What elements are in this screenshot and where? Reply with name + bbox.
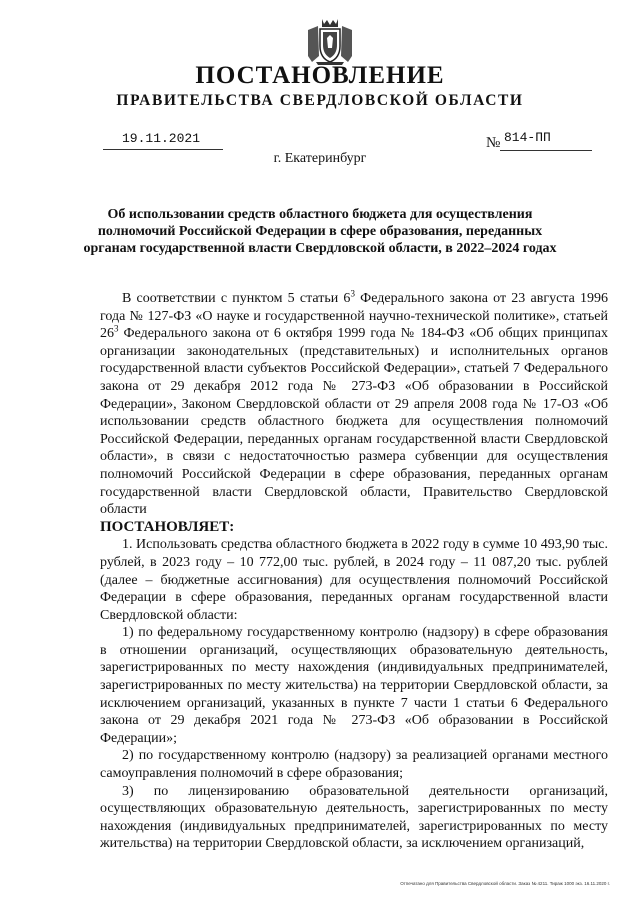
- sverdlovsk-coat-of-arms-icon: [304, 16, 356, 66]
- decree-heading: ПОСТАНОВЛЯЕТ:: [100, 518, 235, 535]
- date-underline: [103, 149, 223, 150]
- preamble-text: В соответствии с пунктом 5 статьи 6: [122, 291, 351, 306]
- preamble-text: Федерального закона от 23 августа 1996 года № 127-ФЗ «О науке и государственной научно-технической политике», статьей 26: [100, 291, 609, 342]
- clause-1: 1. Использовать средства областного бюджета в 2022 году в сумме 10 493,90 тыс. рублей, в 2023 году – 10 772,00 тыс. рублей, в 2024 году – 11 087,20 тыс. рублей (далее – бюджетные ассигнования) для осуществления полномочий Российской Федерации в сфере образования, переданных органам государственной власти Свердловской области:: [100, 537, 608, 623]
- document-title: Об использовании средств областного бюджета для осуществления полномочий Российской Федерации в сфере образования, переданных органам государственной власти Свердловской области, в 2022–2024 годах: [83, 207, 557, 256]
- issuing-authority: ПРАВИТЕЛЬСТВА СВЕРДЛОВСКОЙ ОБЛАСТИ: [116, 92, 524, 109]
- document-date: 19.11.2021: [122, 131, 201, 146]
- preamble-paragraph: [100, 290, 608, 519]
- superscript: 3: [350, 288, 355, 299]
- clause-1-subitem-1: 1) по федеральному государственному контролю (надзору) в сфере образования в отношении организаций, осуществляющих образовательную деятельность, зарегистрированных по месту нахождения (индивидуальных предпринимателей, зарегистрированных по месту жительства) на территории Свердловской области, за исключением организаций, указанных в пункте 7 части 1 статьи 6 Федерального закона от 29 декабря 2021 года № 273-ФЗ «Об образовании в Российской Федерации»;: [100, 625, 608, 746]
- clause-1-subitem-3: 3) по лицензированию образовательной деятельности организаций, осуществляющих образовательную деятельность, зарегистрированных по месту нахождения (индивидуальных предпринимателей, зарегистрированных по месту жительства) на территории Свердловской области, за исключением организаций,: [100, 783, 608, 852]
- print-footer: Отпечатано для Правительства Свердловской области. Заказ № 4211. Тираж 1000 экз. 16.11.2020 г.: [400, 881, 610, 886]
- document-number: 814-ПП: [504, 130, 551, 145]
- clause-1-subitem-2: 2) по государственному контролю (надзору) за реализацией органами местного самоуправления полномочий в сфере образования;: [100, 748, 608, 782]
- number-label: №: [486, 135, 501, 151]
- superscript: 3: [114, 323, 119, 334]
- document-body: [100, 290, 608, 853]
- city: г. Екатеринбург: [273, 151, 367, 166]
- preamble-text: Федерального закона от 6 октября 1999 года № 184-ФЗ «Об общих принципах организации законодательных (представительных) и исполнительных органов государственной власти субъектов Российской Федерации», статьей 7 Федерального закона от 29 декабря 2012 года № 273-ФЗ «Об образовании в Российской Федерации», Законом Свердловской области от 29 апреля 2008 года № 17-ОЗ «Об использовании средств областного бюджета для осуществления полномочий Российской Федерации, переданных органам государственной власти Свердловской области», в связи с недостаточностью размера субвенции для осуществления полномочий Российской Федерации в сфере образования, переданных органам государственной власти Свердловской области, Правительство Свердловской области: [100, 326, 608, 518]
- document-type-title: ПОСТАНОВЛЕНИЕ: [195, 62, 445, 89]
